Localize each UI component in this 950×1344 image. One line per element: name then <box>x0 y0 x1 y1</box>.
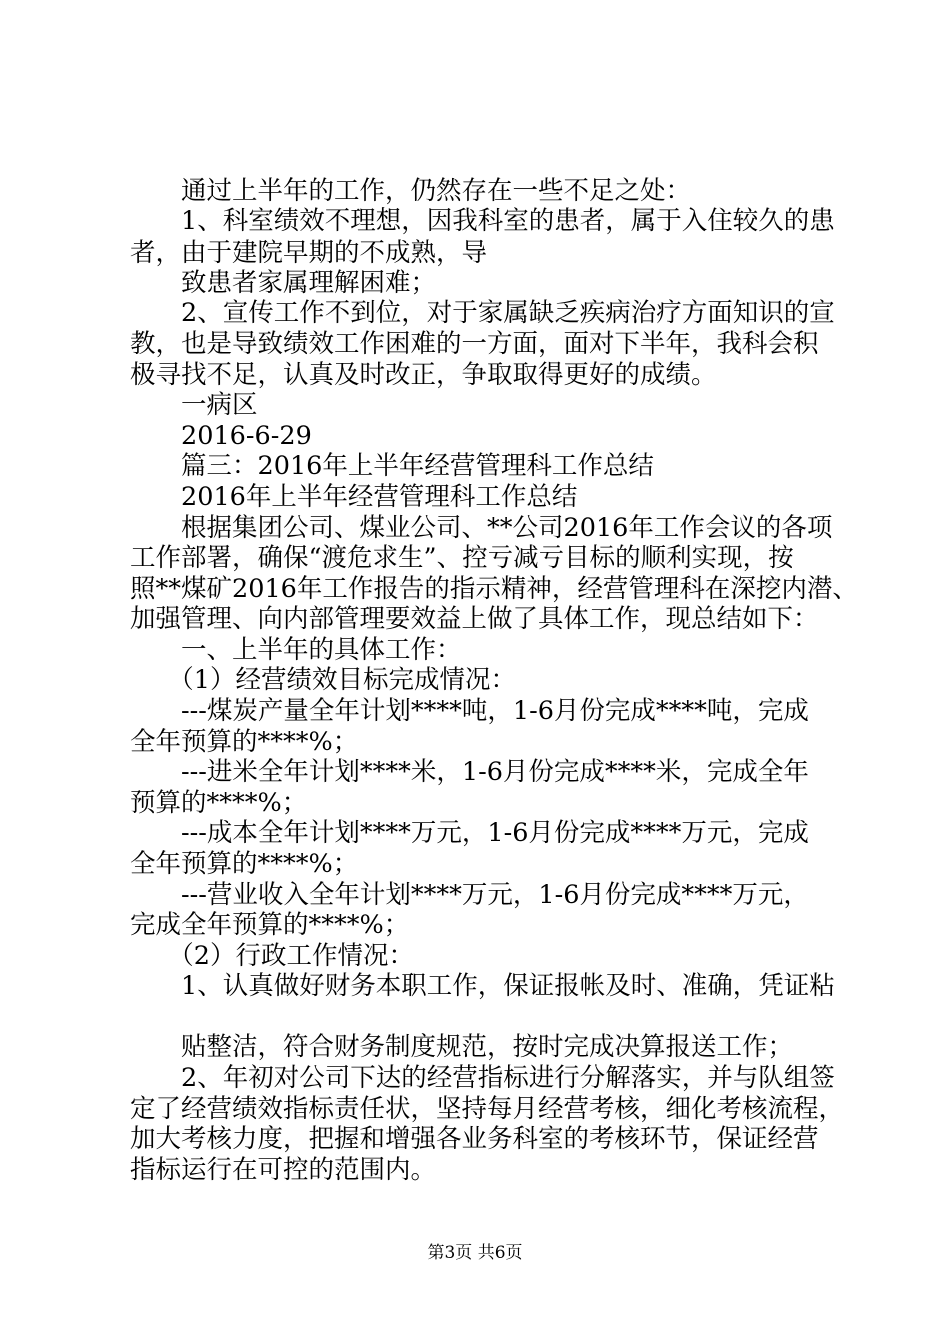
text-line: 篇三：2016年上半年经营管理科工作总结 <box>130 451 654 481</box>
text-line: ---进米全年计划****米，1-6月份完成****米，完成全年 <box>130 757 809 787</box>
text-line: （1）经营绩效目标完成情况： <box>130 665 516 695</box>
text-line: 根据集团公司、煤业公司、**公司2016年工作会议的各项 <box>130 513 833 543</box>
text-line: 照**煤矿2016年工作报告的指示精神，经营管理科在深挖内潜、 <box>130 574 858 604</box>
text-line: 预算的****%； <box>130 788 308 818</box>
text-line: 一病区 <box>130 390 258 420</box>
text-line: 定了经营绩效指标责任状，坚持每月经营考核，细化考核流程， <box>130 1094 845 1124</box>
text-line: 工作部署，确保“渡危求生”、控亏减亏目标的顺利实现，按 <box>130 543 794 573</box>
text-line: 一、上半年的具体工作： <box>130 635 462 665</box>
text-line: 2016-6-29 <box>130 421 312 451</box>
text-line: ---营业收入全年计划****万元，1-6月份完成****万元， <box>130 880 809 910</box>
text-line: ---煤炭产量全年计划****吨，1-6月份完成****吨，完成 <box>130 696 809 726</box>
text-line: 全年预算的****%； <box>130 727 359 757</box>
text-line: 2、年初对公司下达的经营指标进行分解落实，并与队组签 <box>130 1063 835 1093</box>
text-line: 加强管理、向内部管理要效益上做了具体工作，现总结如下： <box>130 604 819 634</box>
text-line: 者，由于建院早期的不成熟，导 <box>130 238 488 268</box>
text-line: 极寻找不足，认真及时改正，争取取得更好的成绩。 <box>130 360 717 390</box>
text-line: 指标运行在可控的范围内。 <box>130 1155 437 1185</box>
text-line: 贴整洁，符合财务制度规范，按时完成决算报送工作； <box>130 1032 794 1062</box>
text-line: 致患者家属理解困难； <box>130 268 437 298</box>
text-line: 2016年上半年经营管理科工作总结 <box>130 482 578 512</box>
text-line: 教，也是导致绩效工作困难的一方面，面对下半年，我科会积 <box>130 329 819 359</box>
text-line: 通过上半年的工作，仍然存在一些不足之处： <box>130 176 692 206</box>
text-line: 1、科室绩效不理想，因我科室的患者，属于入住较久的患 <box>130 206 835 236</box>
text-line: 加大考核力度，把握和增强各业务科室的考核环节，保证经营 <box>130 1124 819 1154</box>
text-line: 完成全年预算的****%； <box>130 910 410 940</box>
page-footer: 第3页 共6页 <box>427 1243 523 1263</box>
text-line: 全年预算的****%； <box>130 849 359 879</box>
text-line: （2）行政工作情况： <box>130 941 414 971</box>
text-line: 1、认真做好财务本职工作，保证报帐及时、准确，凭证粘 <box>130 971 835 1001</box>
text-line: 2、宣传工作不到位，对于家属缺乏疾病治疗方面知识的宣 <box>130 298 835 328</box>
text-line: ---成本全年计划****万元，1-6月份完成****万元，完成 <box>130 818 809 848</box>
